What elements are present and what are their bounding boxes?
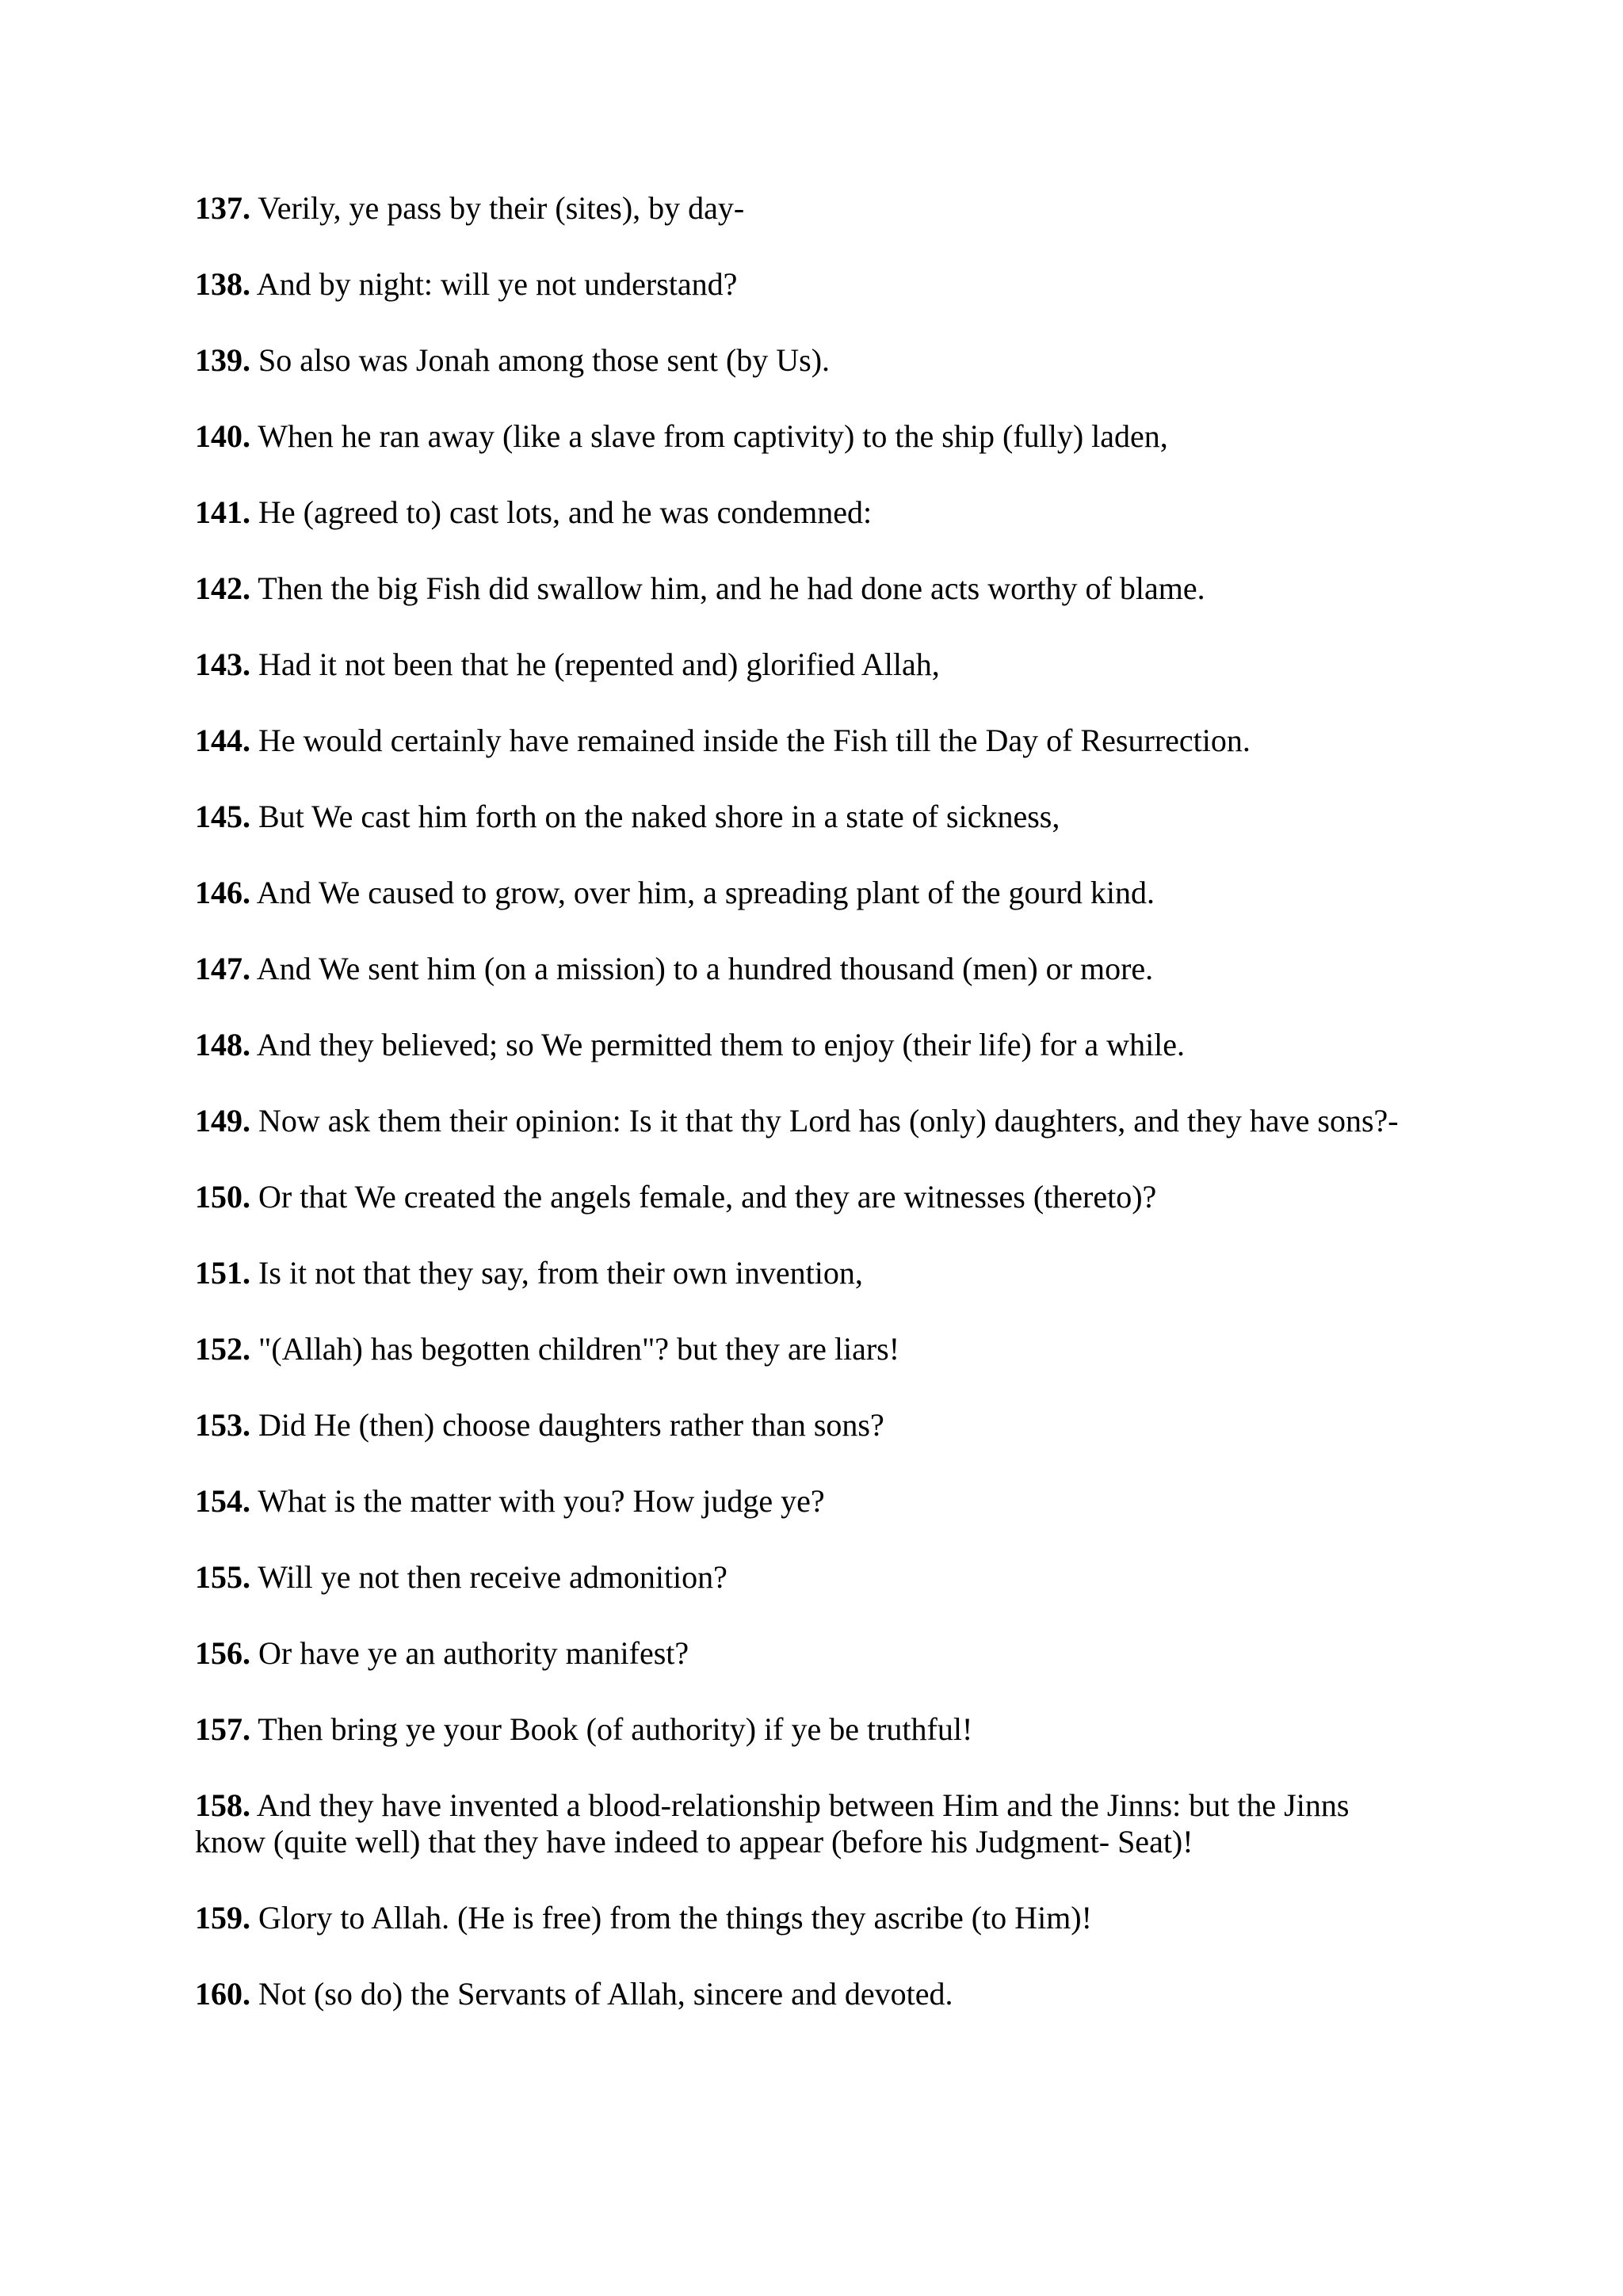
verse-text: He (agreed to) cast lots, and he was condemned: (258, 494, 873, 530)
verse (195, 1027, 1415, 1063)
verse-number: 138. (195, 266, 250, 302)
verse (195, 1559, 1415, 1596)
verse-text: Did He (then) choose daughters rather than sons? (258, 1407, 884, 1443)
verse (195, 1103, 1415, 1139)
verse-number: 157. (195, 1711, 250, 1747)
verse (195, 799, 1415, 835)
verse-text: And they have invented a blood-relationship between Him and the Jinns: but the Jinns know (quite well) that they have indeed to appear (before his Judgment- Seat)! (195, 1787, 1350, 1859)
verse-text: Then bring ye your Book (of authority) if ye be truthful! (258, 1711, 973, 1747)
verse-number: 145. (195, 799, 250, 834)
verse (195, 494, 1415, 531)
verse-text: Now ask them their opinion: Is it that thy Lord has (only) daughters, and they have sons?- (258, 1103, 1399, 1138)
verse-number: 155. (195, 1559, 250, 1595)
verse-number: 151. (195, 1255, 250, 1291)
verse-text: Had it not been that he (repented and) glorified Allah, (258, 646, 940, 682)
verse-number: 146. (195, 875, 250, 910)
verse (195, 1407, 1415, 1444)
verse (195, 1635, 1415, 1672)
verse-number: 142. (195, 570, 250, 606)
verse (195, 190, 1415, 227)
verse-number: 140. (195, 418, 250, 454)
verse-text: So also was Jonah among those sent (by Us). (258, 342, 831, 378)
verse-text: He would certainly have remained inside the Fish till the Day of Resurrection. (258, 723, 1251, 758)
verse-text: Glory to Allah. (He is free) from the things they ascribe (to Him)! (258, 1900, 1092, 1936)
verse-number: 154. (195, 1483, 250, 1519)
verse (195, 875, 1415, 911)
verse-text: Is it not that they say, from their own invention, (258, 1255, 863, 1291)
verse-number: 153. (195, 1407, 250, 1443)
verse (195, 1976, 1415, 2012)
verse-number: 147. (195, 951, 250, 986)
verse-number: 149. (195, 1103, 250, 1138)
verse (195, 1900, 1415, 1936)
verse-text: Not (so do) the Servants of Allah, sincere and devoted. (258, 1976, 953, 2012)
verse-text: "(Allah) has begotten children"? but they are liars! (258, 1331, 900, 1367)
verse-number: 160. (195, 1976, 250, 2012)
verse (195, 418, 1415, 455)
verse-number: 144. (195, 723, 250, 758)
verse-number: 141. (195, 494, 250, 530)
verse (195, 1179, 1415, 1215)
verse-text: When he ran away (like a slave from captivity) to the ship (fully) laden, (258, 418, 1168, 454)
verse-text: And by night: will ye not understand? (256, 266, 738, 302)
verse (195, 342, 1415, 379)
verse (195, 266, 1415, 303)
verse-text: Or have ye an authority manifest? (258, 1635, 689, 1671)
verse-text: Verily, ye pass by their (sites), by day- (258, 190, 745, 226)
verse (195, 1483, 1415, 1520)
verse (195, 1787, 1415, 1860)
verse (195, 1331, 1415, 1367)
verse (195, 951, 1415, 987)
verse (195, 570, 1415, 607)
verse (195, 646, 1415, 683)
verse-number: 137. (195, 190, 250, 226)
verse-number: 143. (195, 646, 250, 682)
verse (195, 1255, 1415, 1291)
verse-number: 158. (195, 1787, 250, 1823)
verse-number: 150. (195, 1179, 250, 1215)
verse-text: And We sent him (on a mission) to a hundred thousand (men) or more. (256, 951, 1154, 986)
verse-number: 139. (195, 342, 250, 378)
verse-text: But We cast him forth on the naked shore in a state of sickness, (258, 799, 1060, 834)
verse-text: Or that We created the angels female, and they are witnesses (thereto)? (258, 1179, 1157, 1215)
verse-number: 156. (195, 1635, 250, 1671)
verse-number: 148. (195, 1027, 250, 1062)
verse-list (195, 190, 1415, 2052)
verse-text: Then the big Fish did swallow him, and he had done acts worthy of blame. (258, 570, 1205, 606)
verse-text: Will ye not then receive admonition? (258, 1559, 727, 1595)
verse-text: And We caused to grow, over him, a spreading plant of the gourd kind. (256, 875, 1155, 910)
verse-number: 159. (195, 1900, 250, 1936)
verse-number: 152. (195, 1331, 250, 1367)
verse-text: What is the matter with you? How judge ye? (258, 1483, 825, 1519)
verse (195, 1711, 1415, 1748)
verse-text: And they believed; so We permitted them to enjoy (their life) for a while. (256, 1027, 1186, 1062)
verse (195, 723, 1415, 759)
